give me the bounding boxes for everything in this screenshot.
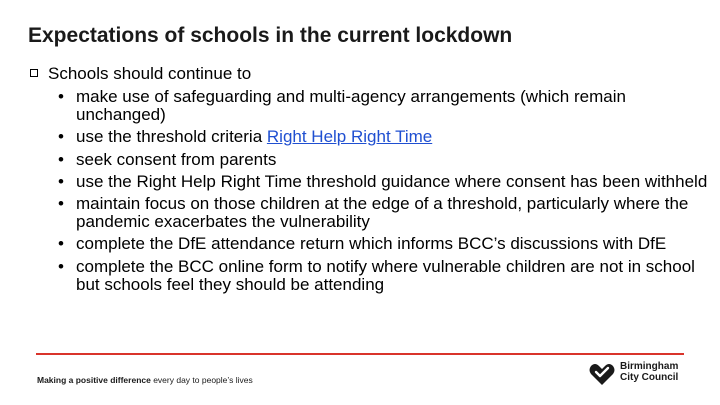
- right-help-right-time-link[interactable]: Right Help Right Time: [266, 127, 433, 147]
- birmingham-heart-logo-icon: [588, 360, 616, 388]
- footer-divider: [36, 353, 684, 355]
- tagline-rest: every day to people’s lives: [150, 375, 253, 385]
- bullet-text: seek consent from parents: [76, 149, 277, 169]
- list-item: [58, 258, 708, 294]
- bullet-text: maintain focus on those children at the edge of a threshold, particularly where the pandemic exacerbates the vulnerability: [76, 194, 689, 232]
- bullet-text: use the Right Help Right Time threshold guidance where consent has been withheld: [76, 171, 708, 191]
- council-logo: [588, 360, 698, 390]
- square-bullet-icon: [30, 69, 38, 77]
- list-item: [58, 235, 708, 253]
- list-item: [58, 195, 708, 231]
- bullet-text: make use of safeguarding and multi-agency arrangements (which remain unchanged): [76, 87, 626, 124]
- logo-line-2: City Council: [620, 372, 679, 383]
- footer-tagline: [37, 375, 253, 385]
- tagline-bold: Making a positive difference: [37, 375, 151, 385]
- lead-item: [30, 64, 251, 84]
- bullet-text: use the threshold criteria: [76, 127, 267, 147]
- list-item: [58, 88, 708, 124]
- list-item: [58, 173, 708, 191]
- list-item: [58, 151, 708, 169]
- bullet-list: [58, 88, 708, 298]
- list-item: [58, 128, 708, 146]
- bullet-text: complete the BCC online form to notify where vulnerable children are not in school but schools feel they should be attending: [76, 256, 695, 294]
- logo-text: [620, 361, 678, 383]
- slide-title: Expectations of schools in the current lockdown: [28, 24, 513, 47]
- logo-line-1: Birmingham: [620, 361, 679, 372]
- lead-text: Schools should continue to: [48, 64, 252, 83]
- bullet-text: complete the DfE attendance return which informs BCC’s discussions with DfE: [76, 234, 667, 254]
